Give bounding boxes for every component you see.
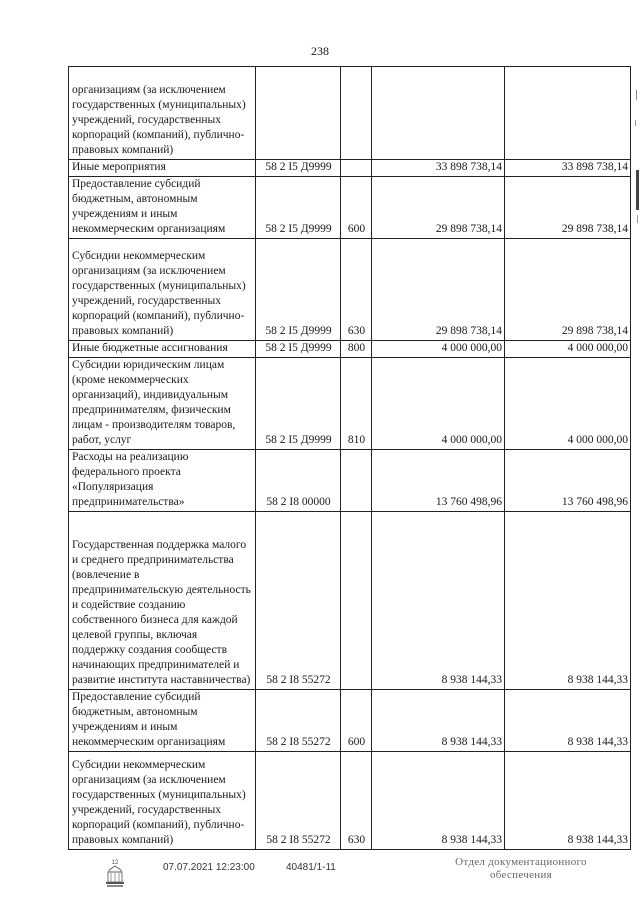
row-amount-2: 33 898 738,14 <box>505 160 631 177</box>
row-name: Государственная поддержка малого и среднего предпринимательства (вовлечение в предпринимательскую деятельность и содействие созданию собственного бизнеса для каждой целевой группы, включая поддержку создания сообществ начинающих предпринимателей и развитие института наставничества) <box>69 512 256 690</box>
row-amount-1: 8 938 144,33 <box>372 752 505 850</box>
budget-table <box>68 66 631 850</box>
row-code: 58 2 I8 00000 <box>256 450 341 512</box>
row-code: 58 2 I5 Д9999 <box>256 177 341 239</box>
page-number: 238 <box>311 44 329 58</box>
row-amount-2: 8 938 144,33 <box>505 512 631 690</box>
table-row <box>69 160 631 177</box>
row-code: 58 2 I8 55272 <box>256 512 341 690</box>
row-amount-1: 29 898 738,14 <box>372 239 505 341</box>
row-expense-type <box>341 67 372 160</box>
table-row <box>69 690 631 752</box>
table-row <box>69 450 631 512</box>
row-amount-2: 4 000 000,00 <box>505 341 631 358</box>
row-amount-2: 8 938 144,33 <box>505 752 631 850</box>
row-amount-1: 13 760 498,96 <box>372 450 505 512</box>
emblem-logo-icon <box>100 858 130 890</box>
row-amount-2: 13 760 498,96 <box>505 450 631 512</box>
row-code: 58 2 I8 55272 <box>256 752 341 850</box>
row-expense-type: 810 <box>341 358 372 450</box>
row-amount-2 <box>505 67 631 160</box>
row-name: Иные мероприятия <box>69 160 256 177</box>
row-expense-type <box>341 160 372 177</box>
table-row <box>69 752 631 850</box>
row-code: 58 2 I5 Д9999 <box>256 358 341 450</box>
row-expense-type <box>341 450 372 512</box>
row-expense-type: 600 <box>341 690 372 752</box>
table-row <box>69 239 631 341</box>
page-footer <box>0 858 640 898</box>
table-row <box>69 177 631 239</box>
row-amount-2: 29 898 738,14 <box>505 177 631 239</box>
table-row <box>69 67 631 160</box>
row-name: Субсидии некоммерческим организациям (за исключением государственных (муниципальных) учреждений, государственных корпораций (компаний), публично-правовых компаний) <box>69 752 256 850</box>
row-amount-2: 8 938 144,33 <box>505 690 631 752</box>
row-amount-1: 33 898 738,14 <box>372 160 505 177</box>
row-name: Расходы на реализацию федерального проекта «Популяризация предпринимательства» <box>69 450 256 512</box>
stamp-line-2: обеспечения <box>489 869 553 881</box>
row-code: 58 2 I5 Д9999 <box>256 341 341 358</box>
row-name: Субсидии юридическим лицам (кроме некоммерческих организаций), индивидуальным предпринимателям, физическим лицам - производителям товаров, работ, услуг <box>69 358 256 450</box>
row-expense-type <box>341 512 372 690</box>
stamp-line-1: Отдел документационного <box>455 856 587 868</box>
budget-table-body <box>69 67 631 850</box>
row-code <box>256 67 341 160</box>
table-row <box>69 341 631 358</box>
registration-datetime: 07.07.2021 12:23:00 <box>163 862 255 873</box>
department-stamp <box>436 856 606 882</box>
row-amount-2: 29 898 738,14 <box>505 239 631 341</box>
scan-edge-marks <box>630 60 640 260</box>
row-code: 58 2 I8 55272 <box>256 690 341 752</box>
table-row <box>69 512 631 690</box>
row-amount-1: 8 938 144,33 <box>372 690 505 752</box>
row-expense-type: 630 <box>341 239 372 341</box>
row-name: организациям (за исключением государственных (муниципальных) учреждений, государственных корпораций (компаний), публично-правовых компаний) <box>69 67 256 160</box>
row-expense-type: 630 <box>341 752 372 850</box>
table-row <box>69 358 631 450</box>
logo-number: 12 <box>111 860 119 866</box>
row-code: 58 2 I5 Д9999 <box>256 239 341 341</box>
row-name: Предоставление субсидий бюджетным, автономным учреждениям и иным некоммерческим организациям <box>69 690 256 752</box>
row-amount-1: 8 938 144,33 <box>372 512 505 690</box>
row-code: 58 2 I5 Д9999 <box>256 160 341 177</box>
row-name: Иные бюджетные ассигнования <box>69 341 256 358</box>
row-expense-type: 800 <box>341 341 372 358</box>
row-expense-type: 600 <box>341 177 372 239</box>
row-amount-1: 29 898 738,14 <box>372 177 505 239</box>
row-name: Предоставление субсидий бюджетным, автономным учреждениям и иным некоммерческим организациям <box>69 177 256 239</box>
row-amount-1: 4 000 000,00 <box>372 341 505 358</box>
row-amount-1 <box>372 67 505 160</box>
row-amount-2: 4 000 000,00 <box>505 358 631 450</box>
row-name: Субсидии некоммерческим организациям (за исключением государственных (муниципальных) учреждений, государственных корпораций (компаний), публично-правовых компаний) <box>69 239 256 341</box>
row-amount-1: 4 000 000,00 <box>372 358 505 450</box>
document-number: 40481/1-11 <box>286 862 336 873</box>
